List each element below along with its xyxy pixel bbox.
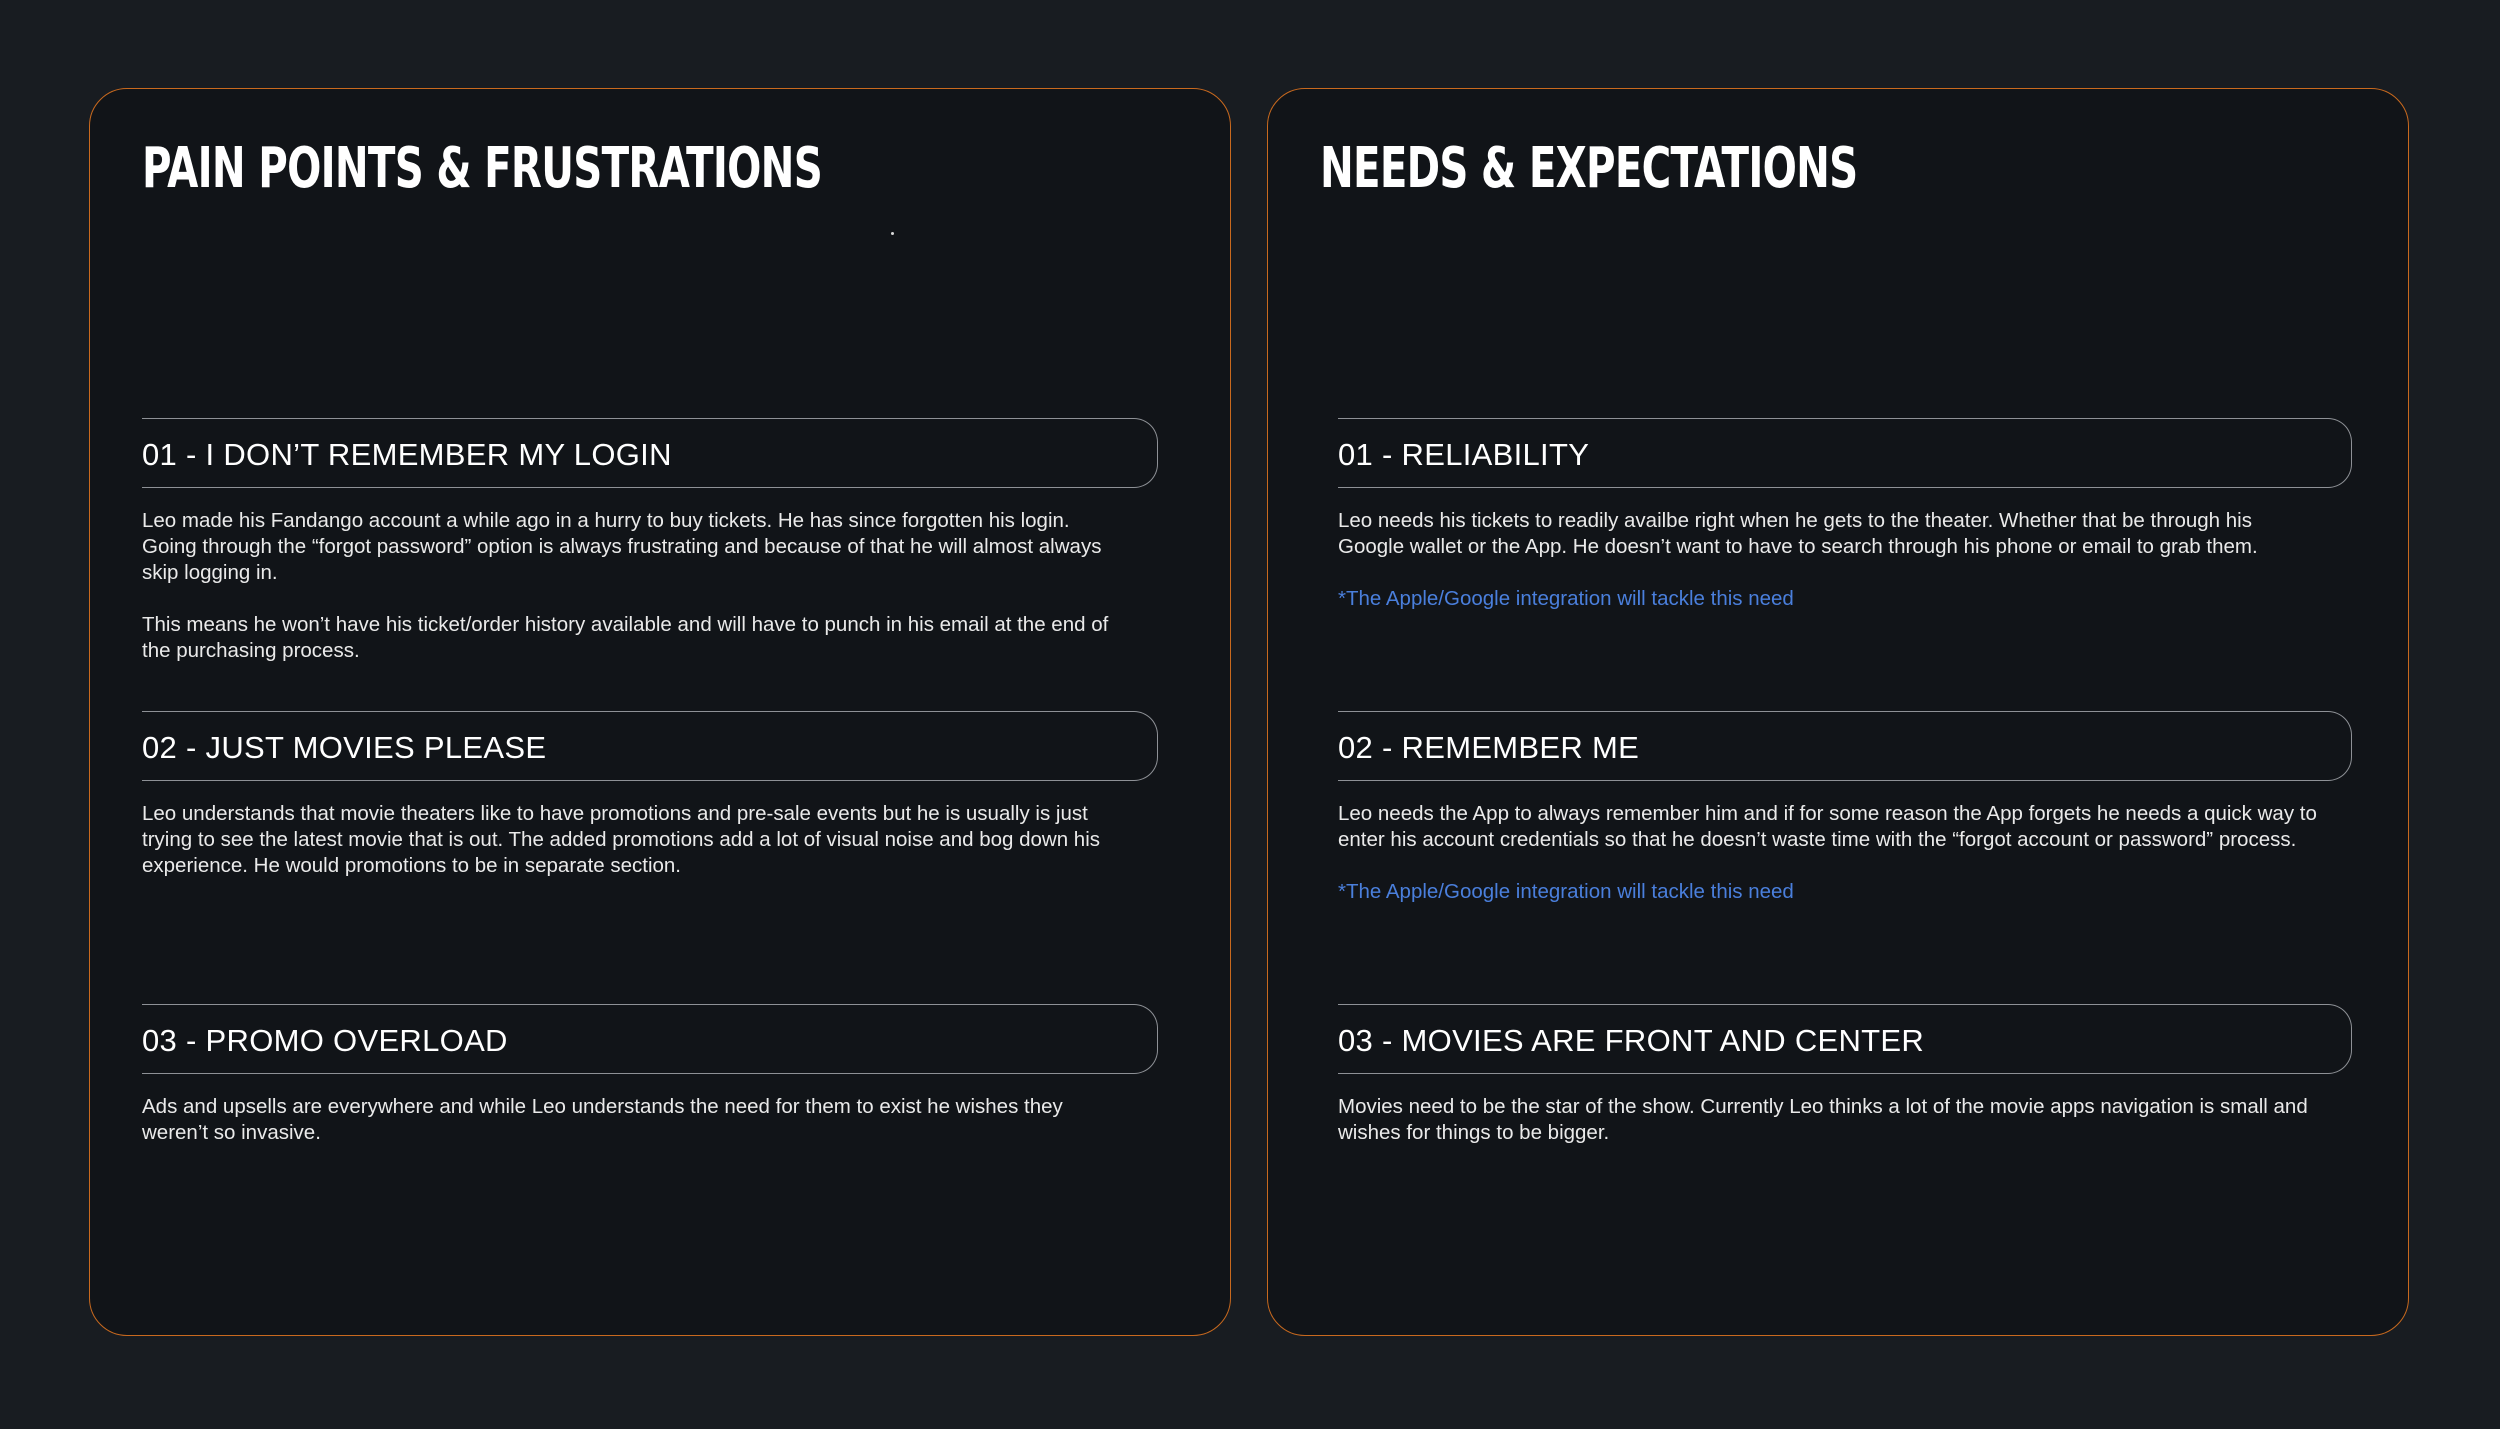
pain-point-3-paragraph-1: Ads and upsells are everywhere and while Leo understands the need for them to exist he wishes they weren’t so invasive. bbox=[142, 1095, 1063, 1144]
pain-point-heading-3: 03 - PROMO OVERLOAD bbox=[142, 1023, 508, 1058]
pain-point-2-paragraph-1: Leo understands that movie theaters like to have promotions and pre-sale events but he is usually is just trying to see the latest movie that is out. The added promotions add a lot of visual noise and bog down his experience. He would promotions to be in separate section. bbox=[142, 802, 1101, 877]
need-body-1 bbox=[1338, 508, 2352, 612]
need-1-note: *The Apple/Google integration will tackle this need bbox=[1338, 587, 1794, 610]
need-body-3 bbox=[1338, 1094, 2352, 1146]
pain-points-panel bbox=[89, 88, 1231, 1336]
need-item-3 bbox=[1338, 1004, 2352, 1172]
need-heading-2: 02 - REMEMBER ME bbox=[1338, 730, 1640, 765]
pain-point-1-paragraph-1: Leo made his Fandango account a while ago in a hurry to buy tickets. He has since forgotten his login. Going through the “forgot password” option is always frustrating and because of that he will almost always skip logging in. bbox=[142, 509, 1102, 584]
pain-point-item-1 bbox=[142, 418, 1158, 690]
pain-point-item-2 bbox=[142, 711, 1158, 905]
need-1-paragraph-1: Leo needs his tickets to readily availbe right when he gets to the theater. Whether that be through his Google wallet or the App. He doesn’t want to have to search through his phone or email to grab them. bbox=[1338, 509, 2258, 558]
need-header-2 bbox=[1338, 711, 2352, 781]
need-2-note: *The Apple/Google integration will tackle this need bbox=[1338, 880, 1794, 903]
pain-point-heading-1: 01 - I DON’T REMEMBER MY LOGIN bbox=[142, 437, 672, 472]
pain-point-header-3 bbox=[142, 1004, 1158, 1074]
needs-panel bbox=[1267, 88, 2409, 1336]
pain-points-title: PAIN POINTS & FRUSTRATIONS bbox=[142, 136, 823, 201]
need-body-2 bbox=[1338, 801, 2352, 905]
need-header-3 bbox=[1338, 1004, 2352, 1074]
need-item-1 bbox=[1338, 418, 2352, 638]
need-2-paragraph-1: Leo needs the App to always remember him and if for some reason the App forgets he needs a quick way to enter his account credentials so that he doesn’t waste time with the “forgot account or password” process. bbox=[1338, 802, 2317, 851]
pain-point-header-2 bbox=[142, 711, 1158, 781]
need-heading-3: 03 - MOVIES ARE FRONT AND CENTER bbox=[1338, 1023, 1925, 1058]
pain-point-body-2 bbox=[142, 801, 1158, 879]
pain-point-item-3 bbox=[142, 1004, 1158, 1172]
pain-point-heading-2: 02 - JUST MOVIES PLEASE bbox=[142, 730, 547, 765]
need-header-1 bbox=[1338, 418, 2352, 488]
needs-title: NEEDS & EXPECTATIONS bbox=[1320, 136, 1858, 201]
stray-dot bbox=[891, 232, 894, 235]
pain-point-body-3 bbox=[142, 1094, 1158, 1146]
need-item-2 bbox=[1338, 711, 2352, 931]
need-3-paragraph-1: Movies need to be the star of the show. Currently Leo thinks a lot of the movie apps navigation is small and wishes for things to be bigger. bbox=[1338, 1095, 2308, 1144]
pain-point-body-1 bbox=[142, 508, 1158, 664]
pain-point-header-1 bbox=[142, 418, 1158, 488]
pain-point-1-paragraph-2: This means he won’t have his ticket/order history available and will have to punch in his email at the end of the purchasing process. bbox=[142, 613, 1109, 662]
need-heading-1: 01 - RELIABILITY bbox=[1338, 437, 1590, 472]
